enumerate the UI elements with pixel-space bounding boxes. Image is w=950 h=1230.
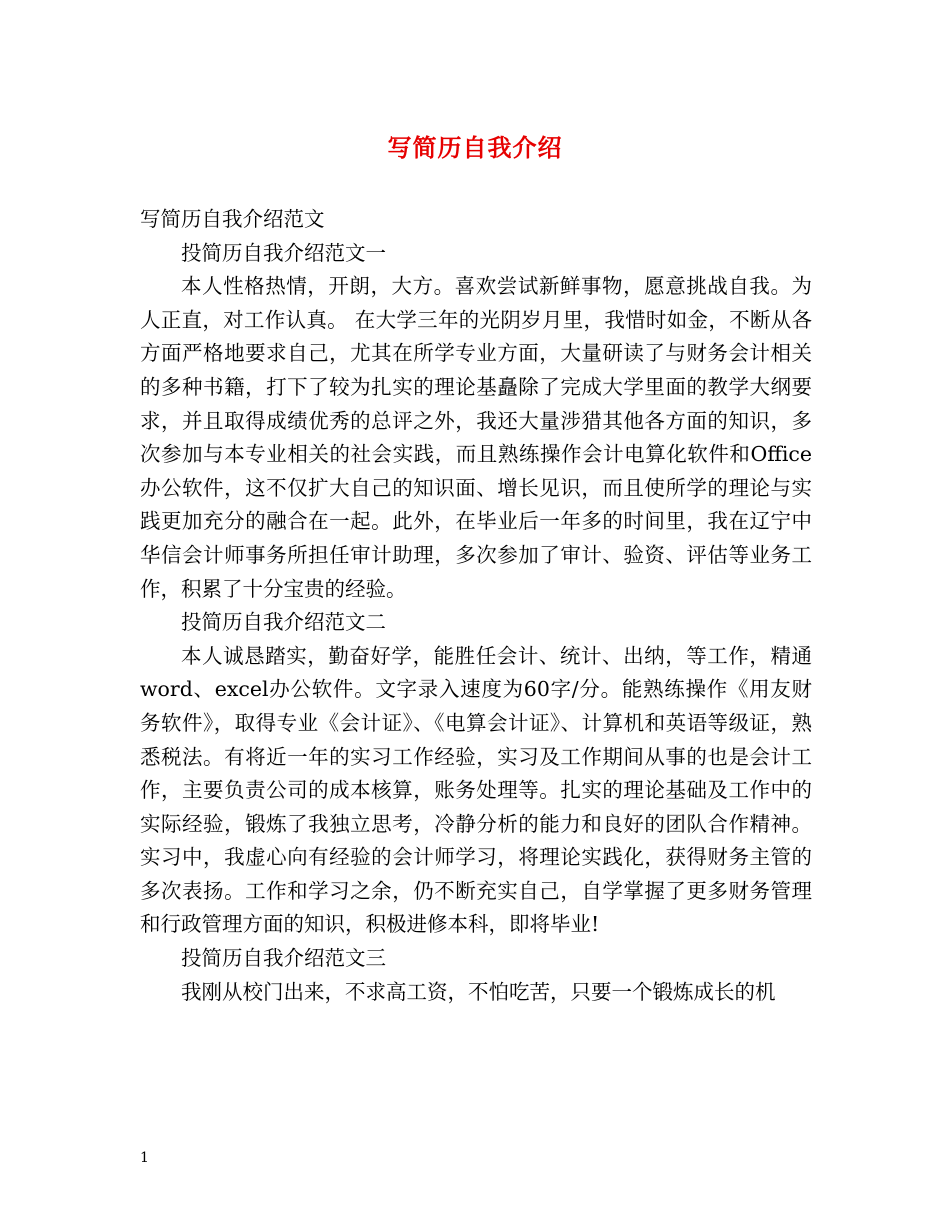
subsection-heading: 投简历自我介绍范文二 [181, 610, 386, 635]
subsection-heading: 投简历自我介绍范文三 [181, 946, 386, 971]
document-body [140, 203, 812, 1009]
document-title: 写简历自我介绍 [387, 133, 563, 162]
page-number: 1 [140, 1150, 149, 1166]
section-heading: 写简历自我介绍范文 [140, 207, 325, 231]
subsection-heading: 投简历自我介绍范文一 [181, 240, 386, 265]
body-paragraph: 本人诚恳踏实，勤奋好学，能胜任会计、统计、出纳，等工作，精通word、excel办公软件。文字录入速度为60字/分。能熟练操作《用友财务软件》，取得专业《会计证》、《电算会计证》、计算机和英语等级证，熟悉税法。有将近一年的实习工作经验，实习及工作期间从事的也是会计工作，主要负责公司的成本核算，账务处理等。扎实的理论基础及工作中的实际经验，锻炼了我独立思考，冷静分析的能力和良好的团队合作精神。实习中，我虚心向有经验的会计师学习，将理论实践化，获得财务主管的多次表扬。工作和学习之余，仍不断充实自己，自学掌握了更多财务管理和行政管理方面的知识，积极进修本科，即将毕业! [140, 643, 812, 937]
body-paragraph: 我刚从校门出来，不求高工资，不怕吃苦，只要一个锻炼成长的机 [181, 979, 776, 1004]
body-paragraph: 本人性格热情，开朗，大方。喜欢尝试新鲜事物，愿意挑战自我。为人正直，对工作认真。 在大学三年的光阴岁月里，我惜时如金，不断从各方面严格地要求自己，尤其在所学专业方面，大量研读了与财务会计相关的多种书籍，打下了较为扎实的理论基矗除了完成大学里面的教学大纲要求，并且取得成绩优秀的总评之外，我还大量涉猎其他各方面的知识，多次参加与本专业相关的社会实践，而且熟练操作会计电算化软件和Office办公软件，这不仅扩大自己的知识面、增长见识，而且使所学的理论与实践更加充分的融合在一起。此外，在毕业后一年多的时间里，我在辽宁中华信会计师事务所担任审计助理，多次参加了审计、验资、评估等业务工作，积累了十分宝贵的经验。 [140, 274, 812, 601]
